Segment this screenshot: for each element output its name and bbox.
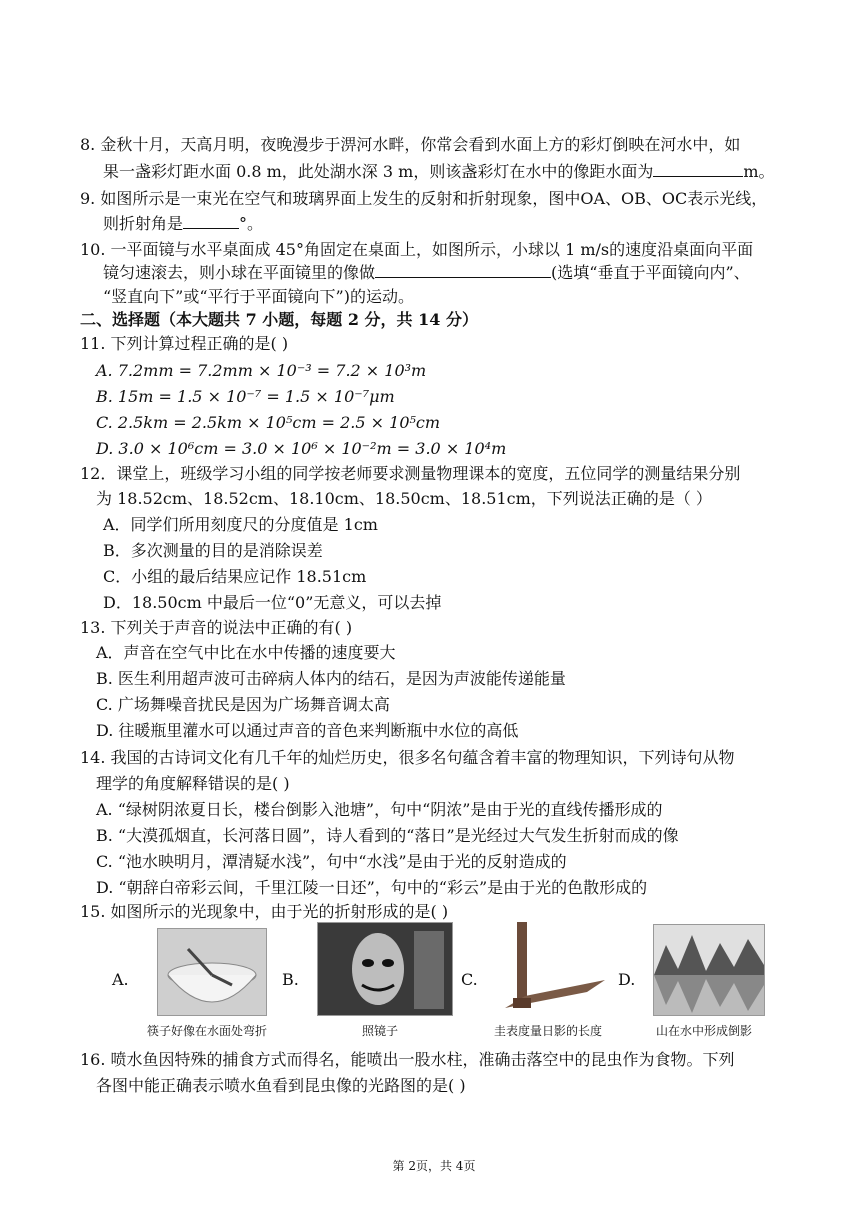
q8-line2-text: 果一盏彩灯距水面 0.8 m，此处湖水深 3 m，则该盏彩灯在水中的像距水面为 [103,162,654,181]
q9-line2-text: 则折射角是 [103,214,184,233]
q9-line2 [103,212,263,236]
q10-answer-blank [375,261,551,278]
q11-stem: 11. 下列计算过程正确的是( ) [80,334,289,353]
q12-line1: 12．课堂上，班级学习小组的同学按老师要求测量物理课本的宽度，五位同学的测量结果分别 [80,464,741,483]
q16-line1: 16. 喷水鱼因特殊的捕食方式而得名，能喷出一股水柱，准确击落空中的昆虫作为食物。下列 [80,1050,735,1069]
q16-line2: 各图中能正确表示喷水鱼看到昆虫像的光路图的是( ) [96,1076,466,1095]
q14-option-a: A. “绿树阴浓夏日长，楼台倒影入池塘”，句中“阴浓”是由于光的直线传播形成的 [96,800,663,819]
q8-line1: 8. 金秋十月，天高月明，夜晚漫步于淠河水畔，你常会看到水面上方的彩灯倒映在河水中，如 [80,135,741,154]
q12-option-d: D．18.50cm 中最后一位“0”无意义，可以去掉 [103,593,442,612]
q10-line2-text: 镜匀速滚去，则小球在平面镜里的像做 [103,263,376,282]
q13-option-a: A．声音在空气中比在水中传播的速度要大 [96,643,396,662]
q14-line2: 理学的角度解释错误的是( ) [96,774,290,793]
q15-caption-d: 山在水中形成倒影 [656,1024,753,1038]
q10-line3: “竖直向下”或“平行于平面镜向下”)的运动。 [103,287,414,306]
q12-option-a: A．同学们所用刻度尺的分度值是 1cm [103,515,378,534]
q15-image-c-gnomon [495,920,607,1014]
q15-label-d: D. [618,970,636,989]
q8-answer-blank [653,160,743,177]
q11-option-a: A. 7.2mm = 7.2mm × 10⁻³ = 7.2 × 10³m [96,361,427,380]
q10-line1: 10. 一平面镜与水平桌面成 45°角固定在桌面上，如图所示，小球以 1 m/s的速度沿桌面向平面 [80,240,754,259]
q15-image-d-mountain-reflection [653,924,765,1016]
q11-option-b: B. 15m = 1.5 × 10⁻⁷ = 1.5 × 10⁻⁷μm [96,387,395,406]
q13-option-c: C. 广场舞噪音扰民是因为广场舞音调太高 [96,695,390,714]
q9-line1: 9. 如图所示是一束光在空气和玻璃界面上发生的反射和折射现象，图中OA、OB、OC表示光线， [80,189,768,208]
q12-line2: 为 18.52cm、18.52cm、18.10cm、18.50cm、18.51cm，下列说法正确的是（ ） [96,489,712,508]
q11-option-c: C. 2.5km = 2.5km × 10⁵cm = 2.5 × 10⁵cm [96,413,441,432]
q13-option-b: B. 医生利用超声波可击碎病人体内的结石，是因为声波能传递能量 [96,669,566,688]
q15-image-a-chopsticks-bowl [157,928,267,1016]
q15-stem: 15. 如图所示的光现象中，由于光的折射形成的是( ) [80,902,449,921]
q13-stem: 13. 下列关于声音的说法中正确的有( ) [80,618,353,637]
q12-option-c: C．小组的最后结果应记作 18.51cm [103,567,367,586]
q15-label-b: B. [282,970,299,989]
q9-unit: °。 [239,214,264,233]
section-heading: 二、选择题（本大题共 7 小题，每题 2 分，共 14 分） [80,310,478,329]
q15-image-b-mirror-face [317,922,453,1016]
q9-answer-blank [183,212,239,229]
q10-line2-tail: (选填“垂直于平面镜向内”、 [551,263,750,282]
q15-caption-a: 筷子好像在水面处弯折 [147,1024,268,1038]
q15-caption-b: 照镜子 [362,1024,399,1038]
q15-label-c: C. [461,970,478,989]
q14-option-c: C. “池水映明月，潭清疑水浅”，句中“水浅”是由于光的反射造成的 [96,852,567,871]
q14-option-b: B. “大漠孤烟直，长河落日圆”，诗人看到的“落日”是光经过大气发生折射而成的像 [96,826,679,845]
q15-caption-c: 圭表度量日影的长度 [494,1024,603,1038]
page-footer: 第 2页，共 4页 [392,1159,476,1173]
q8-unit: m。 [743,162,775,181]
q14-option-d: D. “朝辞白帝彩云间，千里江陵一日还”，句中的“彩云”是由于光的色散形成的 [96,878,648,897]
q8-line2 [103,160,775,184]
q11-option-d: D. 3.0 × 10⁶cm = 3.0 × 10⁶ × 10⁻²m = 3.0 × 10⁴m [96,439,507,458]
q15-label-a: A. [112,970,129,989]
q14-line1: 14. 我国的古诗词文化有几千年的灿烂历史，很多名句蕴含着丰富的物理知识，下列诗句从物 [80,748,735,767]
q12-option-b: B．多次测量的目的是消除误差 [103,541,323,560]
q13-option-d: D. 往暖瓶里灌水可以通过声音的音色来判断瓶中水位的高低 [96,721,519,740]
q10-line2 [103,261,750,285]
